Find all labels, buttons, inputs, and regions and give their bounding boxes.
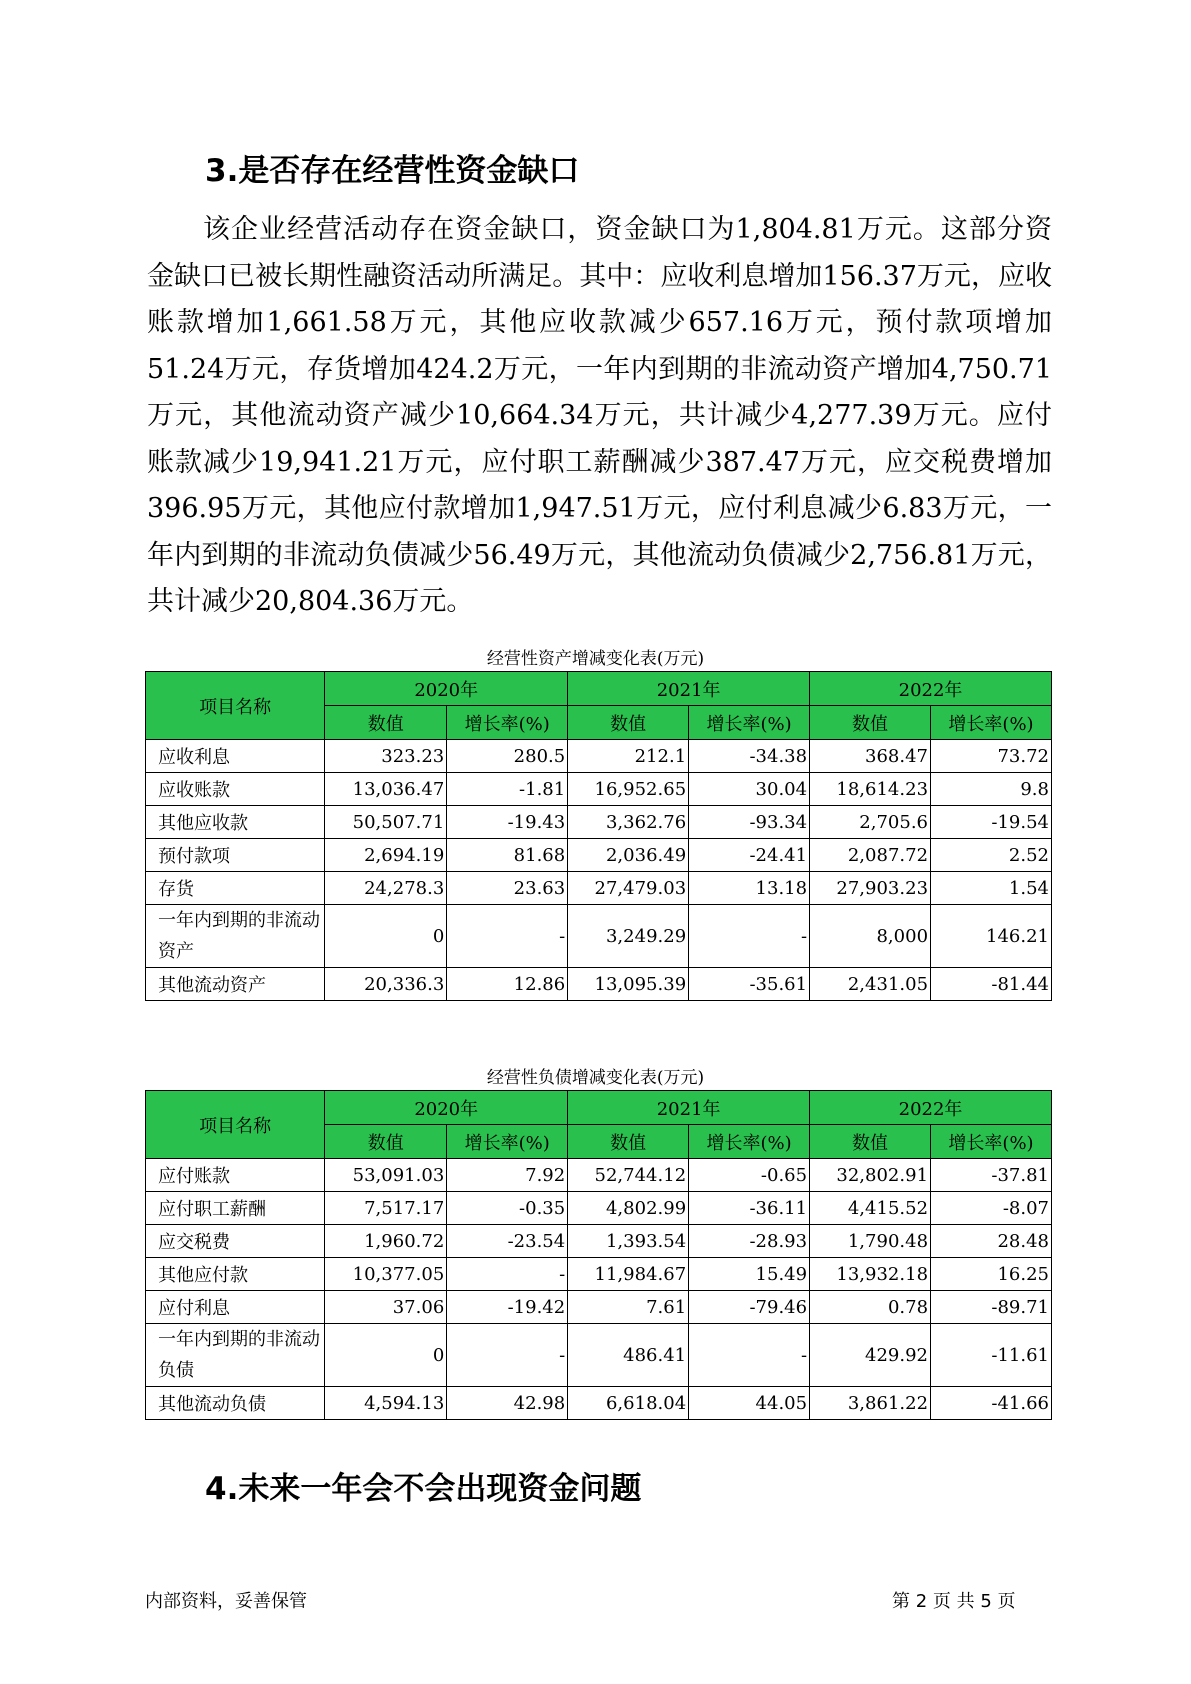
cell: 44.05 [689, 1387, 810, 1420]
cell: -34.38 [689, 740, 810, 773]
cell: 0.78 [810, 1291, 931, 1324]
cell: 27,903.23 [810, 872, 931, 905]
cell: 13,932.18 [810, 1258, 931, 1291]
operating-liabilities-table [145, 1090, 1052, 1420]
cell: - [689, 905, 810, 968]
table-row [146, 1225, 1052, 1258]
row-label: 应付账款 [146, 1159, 325, 1192]
row-label: 其他流动负债 [146, 1387, 325, 1420]
value-subheader: 数值 [810, 706, 931, 740]
table-row [146, 968, 1052, 1001]
cell: -36.11 [689, 1192, 810, 1225]
cell: 30.04 [689, 773, 810, 806]
cell: -19.43 [447, 806, 568, 839]
table-row [146, 773, 1052, 806]
footer-page-number: 第 2 页 共 5 页 [892, 1591, 1016, 1612]
table-row [146, 872, 1052, 905]
cell: 81.68 [447, 839, 568, 872]
row-label: 应付职工薪酬 [146, 1192, 325, 1225]
value-subheader: 数值 [568, 706, 689, 740]
cell: -19.42 [447, 1291, 568, 1324]
cell: 0 [325, 905, 447, 968]
table-row [146, 839, 1052, 872]
cell: -81.44 [931, 968, 1052, 1001]
cell: -19.54 [931, 806, 1052, 839]
cell: -41.66 [931, 1387, 1052, 1420]
cell: 13,095.39 [568, 968, 689, 1001]
cell: -11.61 [931, 1324, 1052, 1387]
cell: 429.92 [810, 1324, 931, 1387]
table-row [146, 1192, 1052, 1225]
cell: 2,705.6 [810, 806, 931, 839]
cell: 2,087.72 [810, 839, 931, 872]
cell: 2,431.05 [810, 968, 931, 1001]
cell: 3,861.22 [810, 1387, 931, 1420]
year-header: 2020年 [325, 672, 568, 706]
growth-subheader: 增长率(%) [689, 706, 810, 740]
cell: 368.47 [810, 740, 931, 773]
cell: 2.52 [931, 839, 1052, 872]
cell: -24.41 [689, 839, 810, 872]
year-header: 2021年 [568, 1091, 810, 1125]
cell: 7.61 [568, 1291, 689, 1324]
growth-subheader: 增长率(%) [447, 706, 568, 740]
cell: 280.5 [447, 740, 568, 773]
row-label: 应收账款 [146, 773, 325, 806]
cell: 28.48 [931, 1225, 1052, 1258]
cell: -23.54 [447, 1225, 568, 1258]
growth-subheader: 增长率(%) [689, 1125, 810, 1159]
row-label: 预付款项 [146, 839, 325, 872]
section-3-paragraph: 该企业经营活动存在资金缺口，资金缺口为1,804.81万元。这部分资金缺口已被长期性融资活动所满足。其中：应收利息增加156.37万元，应收账款增加1,661.58万元，其他应收款减少657.16万元，预付款项增加51.24万元，存货增加424.2万元，一年内到期的非流动资产增加4,750.71万元，其他流动资产减少10,664.34万元，共计减少4,277.39万元。应付账款减少19,941.21万元，应付职工薪酬减少387.47万元，应交税费增加396.95万元，其他应付款增加1,947.51万元，应付利息减少6.83万元，一年内到期的非流动负债减少56.49万元，其他流动负债减少2,756.81万元，共计减少20,804.36万元。 [147, 214, 1052, 617]
cell: 3,362.76 [568, 806, 689, 839]
footer-confidential-note: 内部资料，妥善保管 [145, 1591, 307, 1612]
row-label: 其他应收款 [146, 806, 325, 839]
table-row [146, 905, 1052, 968]
value-subheader: 数值 [810, 1125, 931, 1159]
cell: -93.34 [689, 806, 810, 839]
cell: -28.93 [689, 1225, 810, 1258]
row-label: 一年内到期的非流动负债 [146, 1324, 325, 1387]
cell: 50,507.71 [325, 806, 447, 839]
table-row [146, 1387, 1052, 1420]
cell: -1.81 [447, 773, 568, 806]
cell: 32,802.91 [810, 1159, 931, 1192]
cell: -89.71 [931, 1291, 1052, 1324]
table-row [146, 740, 1052, 773]
cell: 1,960.72 [325, 1225, 447, 1258]
cell: -79.46 [689, 1291, 810, 1324]
cell: 1.54 [931, 872, 1052, 905]
table-2-caption: 经营性负债增减变化表(万元) [486, 1068, 705, 1088]
cell: 13.18 [689, 872, 810, 905]
section-3-heading: 3.是否存在经营性资金缺口 [205, 153, 580, 189]
cell: 73.72 [931, 740, 1052, 773]
table-row [146, 1258, 1052, 1291]
cell: 486.41 [568, 1324, 689, 1387]
cell: 12.86 [447, 968, 568, 1001]
cell: 2,036.49 [568, 839, 689, 872]
cell: 6,618.04 [568, 1387, 689, 1420]
cell: 27,479.03 [568, 872, 689, 905]
row-label: 其他应付款 [146, 1258, 325, 1291]
cell: 37.06 [325, 1291, 447, 1324]
operating-assets-table [145, 671, 1052, 1001]
cell: 20,336.3 [325, 968, 447, 1001]
cell: - [447, 905, 568, 968]
cell: - [447, 1258, 568, 1291]
cell: -37.81 [931, 1159, 1052, 1192]
growth-subheader: 增长率(%) [931, 706, 1052, 740]
cell: 4,594.13 [325, 1387, 447, 1420]
value-subheader: 数值 [325, 706, 447, 740]
year-header: 2020年 [325, 1091, 568, 1125]
growth-subheader: 增长率(%) [447, 1125, 568, 1159]
cell: 7,517.17 [325, 1192, 447, 1225]
row-label: 存货 [146, 872, 325, 905]
cell: -35.61 [689, 968, 810, 1001]
cell: 2,694.19 [325, 839, 447, 872]
cell: 10,377.05 [325, 1258, 447, 1291]
cell: 1,393.54 [568, 1225, 689, 1258]
cell: -0.35 [447, 1192, 568, 1225]
value-subheader: 数值 [568, 1125, 689, 1159]
cell: 52,744.12 [568, 1159, 689, 1192]
cell: 1,790.48 [810, 1225, 931, 1258]
cell: -8.07 [931, 1192, 1052, 1225]
row-label: 应交税费 [146, 1225, 325, 1258]
cell: 16.25 [931, 1258, 1052, 1291]
table-row [146, 1324, 1052, 1387]
table-1-caption: 经营性资产增减变化表(万元) [486, 649, 705, 669]
cell: - [689, 1324, 810, 1387]
year-header: 2021年 [568, 672, 810, 706]
cell: 146.21 [931, 905, 1052, 968]
year-header: 2022年 [810, 672, 1052, 706]
cell: 24,278.3 [325, 872, 447, 905]
cell: - [447, 1324, 568, 1387]
cell: 3,249.29 [568, 905, 689, 968]
table-row [146, 1159, 1052, 1192]
cell: 8,000 [810, 905, 931, 968]
item-name-header: 项目名称 [146, 1091, 325, 1159]
cell: -0.65 [689, 1159, 810, 1192]
growth-subheader: 增长率(%) [931, 1125, 1052, 1159]
row-label: 应付利息 [146, 1291, 325, 1324]
row-label: 一年内到期的非流动资产 [146, 905, 325, 968]
cell: 0 [325, 1324, 447, 1387]
cell: 11,984.67 [568, 1258, 689, 1291]
year-header: 2022年 [810, 1091, 1052, 1125]
cell: 4,415.52 [810, 1192, 931, 1225]
cell: 323.23 [325, 740, 447, 773]
cell: 13,036.47 [325, 773, 447, 806]
item-name-header: 项目名称 [146, 672, 325, 740]
cell: 9.8 [931, 773, 1052, 806]
cell: 23.63 [447, 872, 568, 905]
cell: 212.1 [568, 740, 689, 773]
table-row [146, 806, 1052, 839]
table-row [146, 1291, 1052, 1324]
cell: 7.92 [447, 1159, 568, 1192]
row-label: 应收利息 [146, 740, 325, 773]
cell: 53,091.03 [325, 1159, 447, 1192]
row-label: 其他流动资产 [146, 968, 325, 1001]
section-4-heading: 4.未来一年会不会出现资金问题 [205, 1471, 642, 1507]
cell: 18,614.23 [810, 773, 931, 806]
cell: 15.49 [689, 1258, 810, 1291]
cell: 4,802.99 [568, 1192, 689, 1225]
value-subheader: 数值 [325, 1125, 447, 1159]
cell: 16,952.65 [568, 773, 689, 806]
cell: 42.98 [447, 1387, 568, 1420]
